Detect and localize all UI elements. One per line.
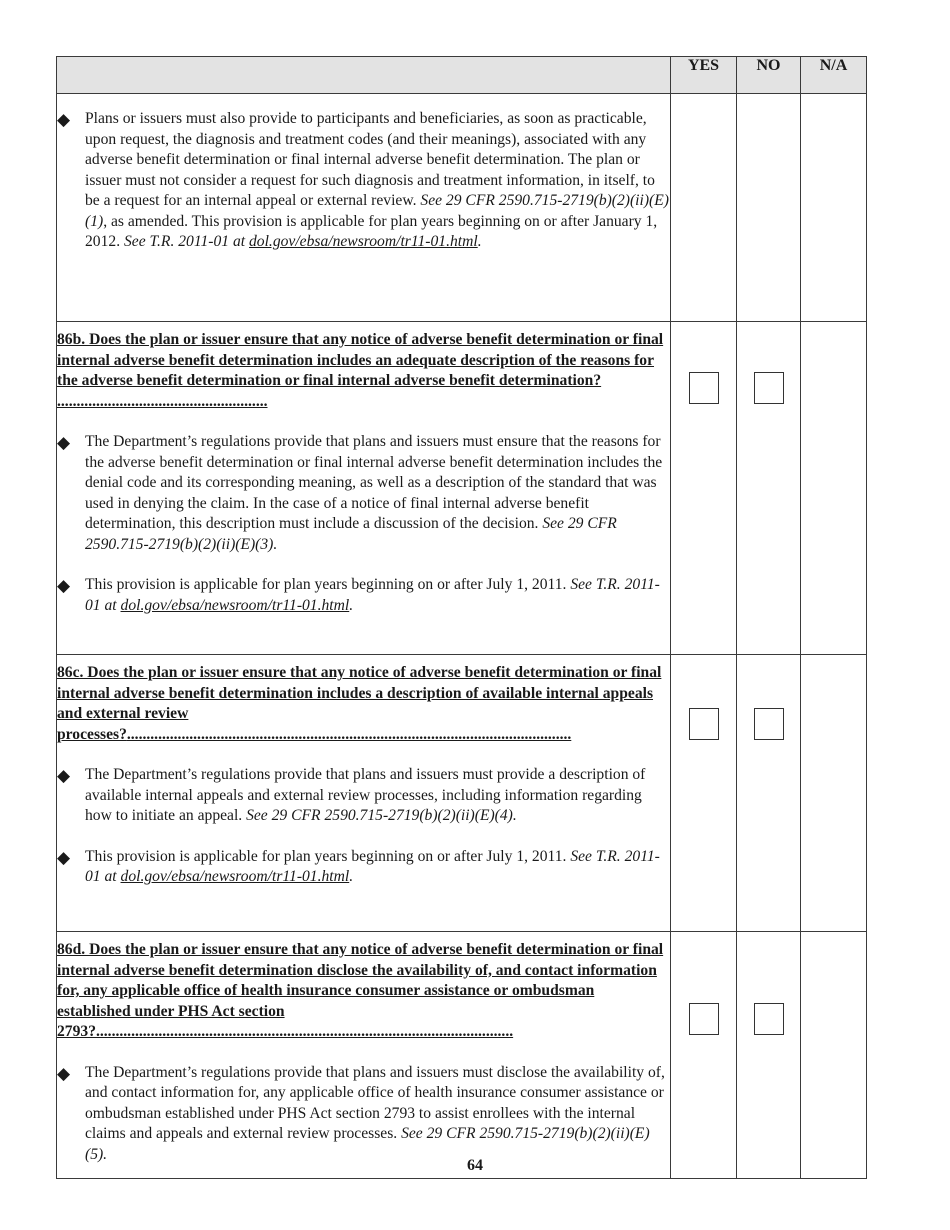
diamond-bullet-icon: ◆: [57, 766, 71, 785]
bullet-text: The Department’s regulations provide that plans and issuers must provide a description of available internal appeals and external review processes, including information regarding how to initiate an appeal.: [85, 766, 646, 824]
yes-cell: [671, 655, 737, 932]
page-number: 64: [467, 1157, 483, 1174]
row-continuation-content: [57, 94, 671, 322]
row-86b-content: [57, 322, 671, 655]
yes-cell: [671, 94, 737, 322]
yes-checkbox-86d[interactable]: [689, 1003, 719, 1035]
question-86d: 86d. Does the plan or issuer ensure that any notice of adverse benefit determination or final internal adverse benefit determination disclose the availability of, and contact information for, any applicable office of health insurance consumer assistance or ombudsman established under PHS Act section 2793?...........................................................................................................: [57, 941, 664, 1040]
bullet-text: This provision is applicable for plan years beginning on or after July 1, 2011.: [85, 576, 571, 593]
citation: See T.R. 2011-01 at: [85, 847, 660, 885]
header-row: [57, 57, 867, 94]
tr11-01-link[interactable]: dol.gov/ebsa/newsroom/tr11-01.html: [120, 868, 350, 885]
na-cell: [801, 94, 867, 322]
na-cell: [801, 932, 867, 1179]
tr11-01-link[interactable]: dol.gov/ebsa/newsroom/tr11-01.html: [120, 596, 350, 614]
row-86c: [57, 655, 867, 932]
citation: See T.R. 2011-01 at: [123, 233, 249, 250]
na-cell: [801, 322, 867, 655]
no-cell: [737, 94, 801, 322]
yes-checkbox-86b[interactable]: [689, 372, 719, 404]
tr11-01-link[interactable]: dol.gov/ebsa/newsroom/tr11-01.html: [249, 233, 478, 250]
citation: See 29 CFR 2590.715-2719(b)(2)(ii)(E)(1): [85, 192, 669, 230]
bullet-paragraph: ◆ This provision is applicable for plan years beginning on or after July 1, 2011. See T.R. 2011-01 at dol.gov/ebsa/newsroom/tr11-01.html.: [57, 576, 660, 614]
header-na: N/A: [801, 57, 867, 94]
yes-cell: [671, 322, 737, 655]
diamond-bullet-icon: ◆: [57, 433, 71, 452]
diamond-bullet-icon: ◆: [57, 576, 71, 595]
bullet-text: This provision is applicable for plan years beginning on or after July 1, 2011.: [85, 847, 571, 865]
bullet-text: The Department’s regulations provide that plans and issuers must disclose the availability of, and contact information for, any applicable office of health insurance consumer assistance or ombudsman established under PHS Act section 2793 to assist enrollees with the internal claims and appeals and external review processes.: [85, 1063, 665, 1142]
row-continuation: [57, 94, 867, 322]
bullet-paragraph: [57, 432, 670, 555]
citation: See 29 CFR 2590.715-2719(b)(2)(ii)(E)(3).: [85, 515, 617, 553]
diamond-bullet-icon: ◆: [57, 847, 71, 867]
checklist-table: [56, 56, 867, 1179]
citation: See 29 CFR 2590.715-2719(b)(2)(ii)(E)(4).: [246, 807, 517, 824]
yes-checkbox-86c[interactable]: [689, 708, 719, 740]
header-no: NO: [737, 57, 801, 94]
diamond-bullet-icon: ◆: [57, 110, 71, 129]
no-checkbox-86d[interactable]: [754, 1003, 784, 1035]
no-cell: [737, 932, 801, 1179]
question-86b: 86b. Does the plan or issuer ensure that any notice of adverse benefit determination or final internal adverse benefit determination includes an adequate description of the reasons for the adverse benefit determination or final internal adverse benefit determination? ......................................................: [57, 331, 664, 410]
no-checkbox-86c[interactable]: [754, 708, 784, 740]
bullet-text: , as amended. This provision is applicable for plan years beginning on or after January 1, 2012.: [85, 212, 658, 250]
bullet-text: The Department’s regulations provide that plans and issuers must ensure that the reasons for the adverse benefit determination or final internal adverse benefit determination includes the denial code and its corresponding meaning, as well as a description of the standard that was used in denying the claim. In the case of a notice of final internal adverse benefit determination, this description must include a discussion of the decision.: [85, 433, 663, 532]
citation: See T.R. 2011-01 at: [85, 576, 660, 614]
header-yes: YES: [671, 57, 737, 94]
bullet-paragraph: ◆ This provision is applicable for plan years beginning on or after July 1, 2011. See T.R. 2011-01 at dol.gov/ebsa/newsroom/tr11-01.html.: [57, 847, 660, 885]
bullet-paragraph: [57, 1063, 670, 1166]
na-cell: [801, 655, 867, 932]
yes-cell: [671, 932, 737, 1179]
row-86d-content: [57, 932, 671, 1179]
no-cell: [737, 655, 801, 932]
row-86d: [57, 932, 867, 1179]
diamond-bullet-icon: ◆: [57, 1063, 71, 1083]
bullet-text: Plans or issuers must also provide to participants and beneficiaries, as soon as practicable, upon request, the diagnosis and treatment codes (and their meanings), associated with any adverse benefit determination or final internal adverse benefit determination. The plan or issuer must not consider a request for such diagnosis and treatment information, in itself, to be a request for an internal appeal or external review.: [85, 110, 655, 209]
bullet-paragraph: [57, 765, 670, 827]
no-checkbox-86b[interactable]: [754, 372, 784, 404]
row-86c-content: [57, 655, 671, 932]
no-cell: [737, 322, 801, 655]
bullet-paragraph: ◆ Plans or issuers must also provide to participants and beneficiaries, as soon as practicable, upon request, the diagnosis and treatment codes (and their meanings), associated with any adverse benefit determination or final internal adverse benefit determination. The plan or issuer must not consider a request for such diagnosis and treatment information, in itself, to be a request for an internal appeal or external review. See 29 CFR 2590.715-2719(b)(2)(ii)(E)(1), as amended. This provision is applicable for plan years beginning on or after January 1, 2012. See T.R. 2011-01 at dol.gov/ebsa/newsroom/tr11-01.html.: [57, 110, 669, 250]
question-86c: 86c. Does the plan or issuer ensure that any notice of adverse benefit determination or final internal adverse benefit determination includes a description of available internal appeals and external review processes?..................................................................................................................: [57, 664, 662, 743]
citation: See 29 CFR 2590.715-2719(b)(2)(ii)(E)(5).: [85, 1125, 650, 1163]
row-86b: [57, 322, 867, 655]
header-blank: [57, 57, 671, 94]
